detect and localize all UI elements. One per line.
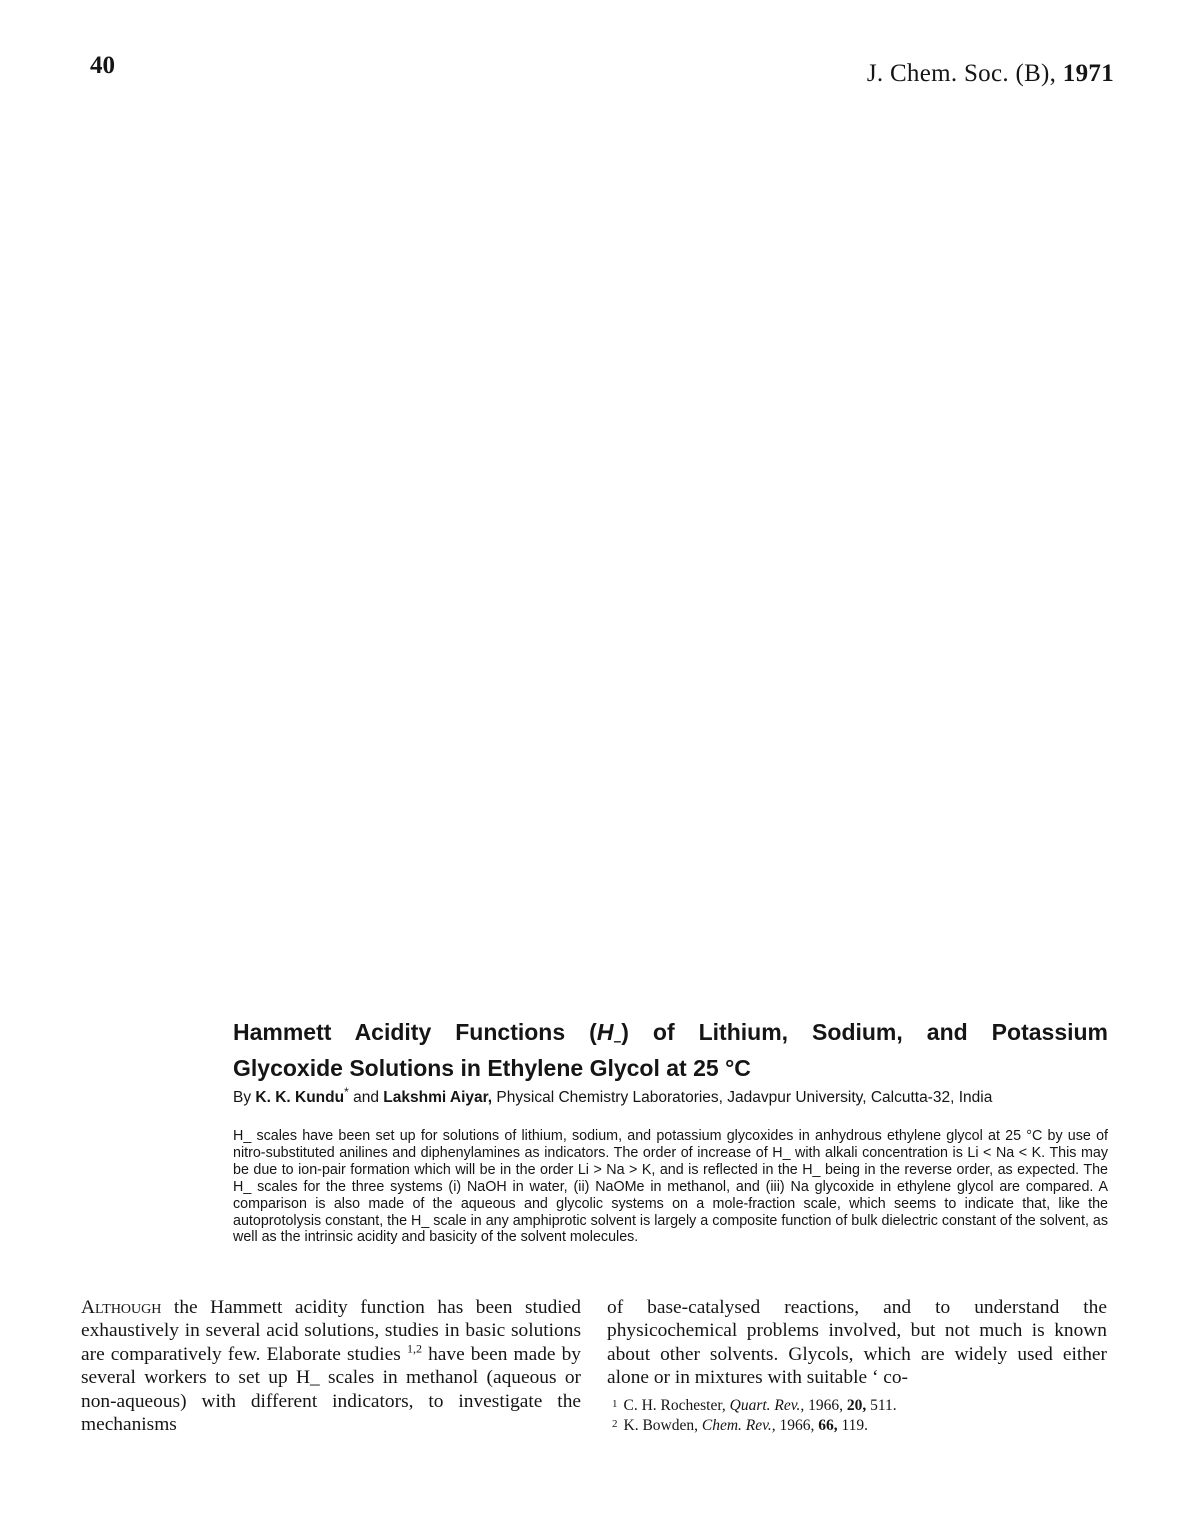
footnote: 1 C. H. Rochester, Quart. Rev., 1966, 20, 511. (612, 1397, 897, 1414)
corresponding-author-mark: * (344, 1084, 349, 1099)
title-line-1: Hammett Acidity Functions $(H_-)$ of Lithium, Sodium, and Potassium (233, 1019, 1109, 1049)
abstract: H_ scales have been set up for solutions of lithium, sodium, and potassium glycoxides in anhydrous ethylene glycol at 25 °C by use of nitro-substituted anilines and diphenylamines as indicators. The order of increase of H_ with alkali concentration is Li < Na < K. This may be due to ion-pair formation which will be in the order Li > Na > K, and is reflected in the H_ being in the reverse order, as expected. The H_ scales for the three systems (i) NaOH in water, (ii) NaOMe in methanol, and (iii) Na glycoxide in ethylene glycol are compared. A comparison is also made of the aqueous and glycolic systems on a mole-fraction scale, which seems to indicate that, like the autoprotolysis constant, the H_ scale in any amphiprotic solvent is largely a composite function of bulk dielectric constant of the solvent, as well as the intrinsic acidity and basicity of the solvent molecules. (233, 1128, 1108, 1246)
lead-word: Although (81, 1297, 162, 1318)
journal-name: J. Chem. Soc. (B), (866, 60, 1057, 87)
journal-reference (867, 60, 1114, 88)
title-symbol-subscript: – (613, 1032, 622, 1049)
reference-marker: 1,2 (406, 1341, 422, 1356)
article-title (233, 1019, 1108, 1082)
author-1: K. K. Kundu (255, 1089, 345, 1106)
page-number: 40 (90, 52, 115, 79)
footnotes (612, 1395, 1102, 1435)
body-column-left: Although the Hammett acidity function has been studied exhaustively in several acid solutions, studies in basic solutions are comparatively few. Elaborate studies $^{1,2}$ have been made by several workers to set up H_ scales in methanol (aqueous or non-aqueous) with different indicators, to investigate the mechanisms (81, 1297, 581, 1436)
journal-year: 1971 (1062, 60, 1114, 87)
title-symbol: H (596, 1019, 614, 1045)
footnote: 2 K. Bowden, Chem. Rev., 1966, 66, 119. (612, 1417, 869, 1434)
title-line-2: Glycoxide Solutions in Ethylene Glycol at 25 °C (233, 1054, 751, 1081)
author-2: Lakshmi Aiyar, (383, 1089, 493, 1106)
byline: By K. K. Kundu* and Lakshmi Aiyar, Physical Chemistry Laboratories, Jadavpur University, Calcutta-32, India (233, 1084, 993, 1106)
affiliation: Physical Chemistry Laboratories, Jadavpur University, Calcutta-32, India (496, 1089, 993, 1106)
body-column-right: of base-catalysed reactions, and to understand the physicochemical problems involved, but not much is known about other solvents. Glycols, which are widely used either alone or in mixtures with suitable ‘ co- (607, 1297, 1107, 1389)
